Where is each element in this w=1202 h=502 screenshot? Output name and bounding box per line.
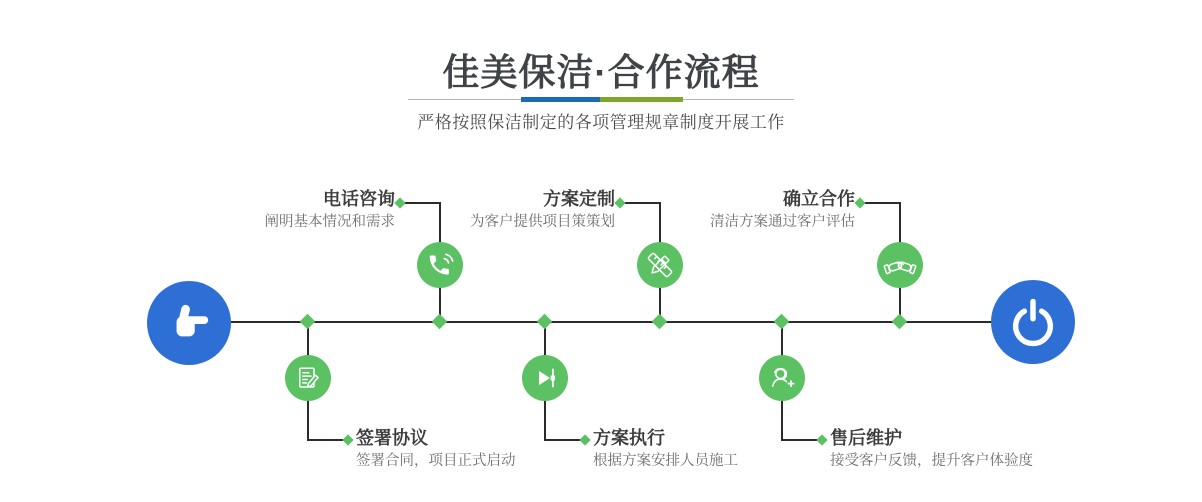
connector-line	[402, 202, 440, 204]
pointing-hand-icon	[166, 300, 212, 346]
step-desc: 为客户提供项目策策划	[470, 214, 615, 230]
connector-line	[308, 439, 346, 441]
step-icon-circle	[285, 355, 331, 401]
connector-line	[862, 202, 900, 204]
step-title: 方案定制	[543, 189, 615, 209]
step-title: 方案执行	[593, 428, 665, 448]
step-icon-circle	[522, 355, 568, 401]
label-diamond	[394, 197, 405, 208]
label-diamond	[614, 197, 625, 208]
step-bottom-1	[356, 428, 516, 470]
step-desc: 阐明基本情况和需求	[264, 214, 395, 230]
timeline-node-diamond	[892, 314, 908, 330]
divider-blue-segment	[521, 97, 600, 102]
step-icon-circle	[877, 242, 923, 288]
step-icon-circle	[417, 242, 463, 288]
step-top-1	[265, 189, 396, 231]
step-title: 售后维护	[830, 428, 902, 448]
step-desc: 签署合同，项目正式启动	[356, 453, 516, 469]
end-node	[991, 280, 1075, 364]
page-subtitle: 严格按照保洁制定的各项管理规章制度开展工作	[417, 113, 785, 132]
step-desc: 清洁方案通过客户评估	[710, 214, 855, 230]
start-node	[147, 281, 231, 365]
timeline-node-diamond	[432, 314, 448, 330]
step-bottom-2	[593, 428, 738, 470]
timeline-node-diamond	[774, 314, 790, 330]
step-top-2	[470, 189, 615, 231]
step-title: 确立合作	[783, 189, 855, 209]
step-icon-circle	[759, 355, 805, 401]
connector-line	[782, 439, 820, 441]
step-desc: 根据方案安排人员施工	[593, 453, 738, 469]
step-icon-circle	[637, 242, 683, 288]
timeline-line	[231, 321, 991, 323]
contract-sign-icon	[290, 360, 326, 396]
page-title: 佳美保洁·合作流程	[442, 52, 760, 93]
label-diamond	[816, 434, 827, 445]
timeline-node-diamond	[652, 314, 668, 330]
power-icon	[1007, 296, 1059, 348]
step-bottom-3	[830, 428, 1033, 470]
step-title: 签署协议	[356, 428, 428, 448]
connector-line	[622, 202, 660, 204]
label-diamond	[579, 434, 590, 445]
step-top-3	[710, 189, 855, 231]
play-execute-icon	[527, 360, 563, 396]
customer-support-icon	[764, 360, 800, 396]
timeline-node-diamond	[300, 314, 316, 330]
phone-icon	[423, 248, 457, 282]
title-divider	[408, 97, 794, 102]
step-desc: 接受客户反馈，提升客户体验度	[830, 453, 1033, 469]
divider-green-segment	[600, 97, 683, 102]
label-diamond	[342, 434, 353, 445]
pencil-ruler-icon	[642, 247, 678, 283]
step-title: 电话咨询	[323, 189, 395, 209]
label-diamond	[854, 197, 865, 208]
timeline-node-diamond	[537, 314, 553, 330]
connector-line	[545, 439, 583, 441]
handshake-icon	[882, 247, 918, 283]
